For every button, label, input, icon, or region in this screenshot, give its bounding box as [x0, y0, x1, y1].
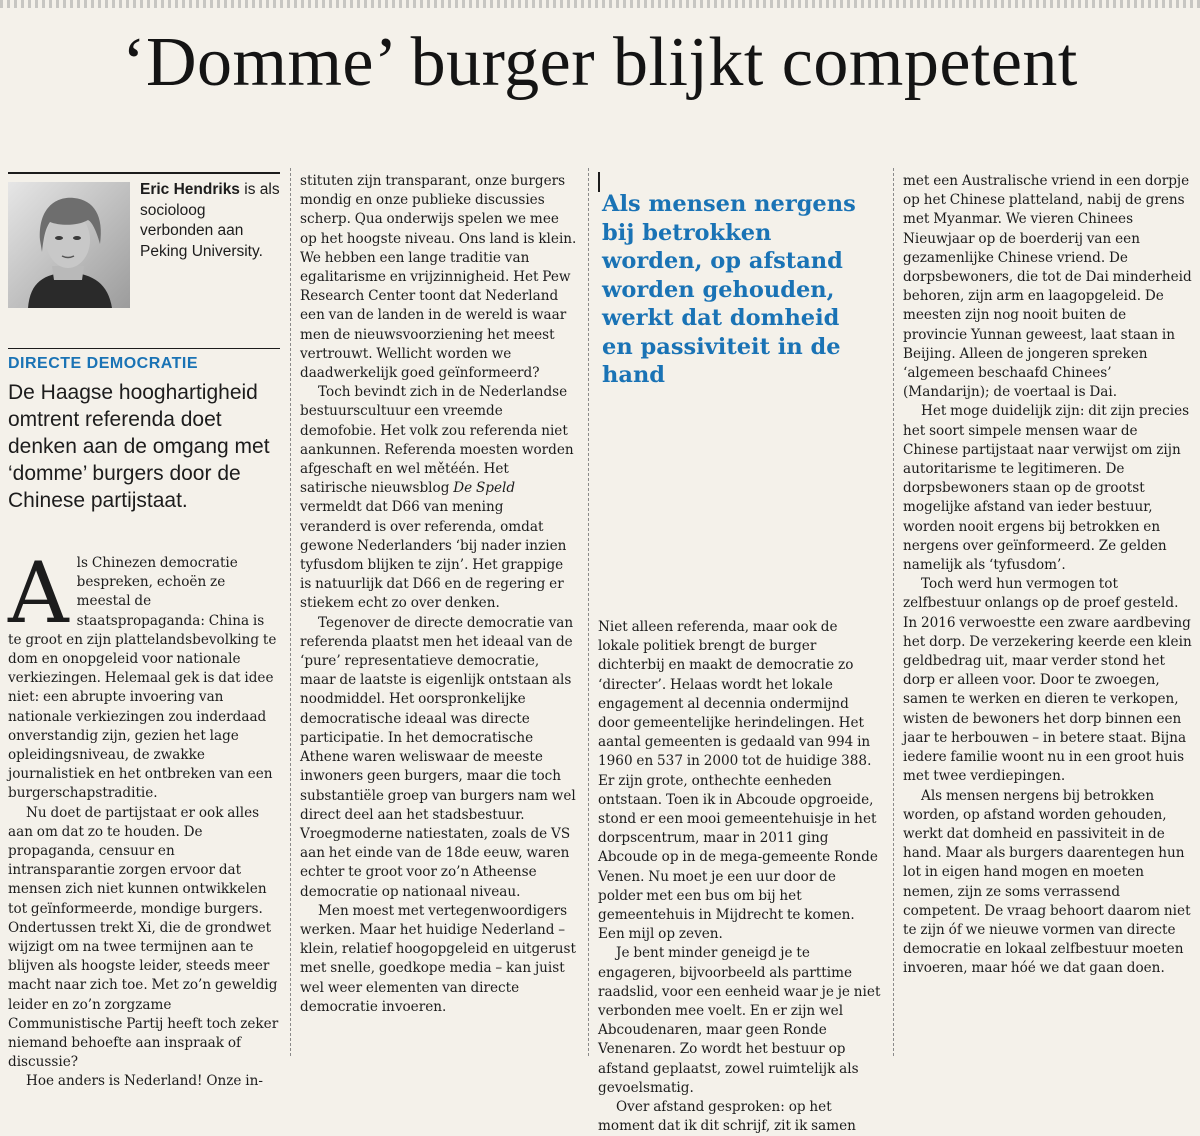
paragraph: Hoe anders is Nederland! Onze in-: [26, 1073, 263, 1090]
author-bio-line1: is: [239, 181, 256, 198]
column-2: [300, 172, 578, 1017]
paragraph-part: vermeldt dat D66 van mening veranderd is over referenda, omdat gewone Nederlanders ‘bij nader inzien tyfusdom blijken te zijn’. Het grappige is natuurlijk dat D66 en de regering er stiekem echt zo over denken.: [300, 499, 567, 612]
column-1: [8, 172, 280, 1092]
paragraph: met een Australische vriend in een dorpje op het Chinese platteland, nabij de grens met Myanmar. We vieren Chinees Nieuwjaar op de boerderij van een gezamenlijke Chinese vriend. De dorpsbewoners, die tot de Dai minderheid behoren, zijn arm en laagopgeleid. De meesten zijn nog nooit buiten de provincie Yunnan geweest, laat staan in Beijing. Alleen de jongeren spreken ‘algemeen beschaafd Chinees’ (Mandarijn); de voertaal is Dai.: [903, 173, 1192, 401]
author-bio-line2: als socioloog verbonden aan Peking University.: [140, 181, 280, 260]
paragraph: Tegenover de directe democratie van referenda plaatst men het ideaal van de ‘pure’ representatieve democratie, maar de laatste is eigenlijk ontstaan als noodmiddel. Het oorspronkelijke democratische ideaal was directe participatie. In het democratische Athene waren weliswaar de meeste inwoners geen burgers, maar die toch substantiële groep van burgers nam wel direct deel aan het stadsbestuur. Vroegmoderne natiestaten, zoals de VS aan het einde van de 18de eeuw, waren echter te groot voor zo’n Atheense democratie op nationaal niveau.: [300, 614, 576, 900]
author-name: Eric Hendriks: [140, 181, 240, 198]
paragraph: Als mensen nergens bij betrokken worden, op afstand worden gehouden, werkt dat domheid en passiviteit in de hand. Maar als burgers daarentegen hun lot in eigen hand mogen en moeten nemen, zijn ze soms verrassend competent. De vraag behoort daarom niet te zijn óf we nieuwe vormen van directe democratie en lokaal zelfbestuur moeten invoeren, maar hóé we dat gaan doen.: [903, 787, 1191, 977]
column-rule: [290, 168, 291, 1056]
paragraph: Men moest met vertegenwoordigers werken. Maar het huidige Nederland – klein, relatief hoogopgeleid en uitgerust met snelle, goedkope media – kan juist wel weer elementen van directe democratie invoeren.: [300, 902, 576, 1015]
column-1-body: [8, 544, 280, 1092]
paragraph: stituten zijn transparant, onze burgers mondig en onze publieke discussies scherp. Qua onderwijs spelen we mee op het hoogste niveau. Ons land is klein. We hebben een lange traditie van egalitarisme en vrijzinnigheid. Het Pew Research Center toont dat Nederland een van de landen in de wereld is waar men de nieuwsvoorziening het meest vertrouwt. Wellicht worden we daadwerkelijk goed geïnformeerd?: [300, 173, 577, 382]
section-kicker: DIRECTE DEMOCRATIE: [8, 348, 280, 373]
paragraph-part: Toch bevindt zich in de Nederlandse bestuurscultuur een vreemde demofobie. Het volk zou referenda niet aankunnen. Referenda moesten worden afgeschaft en wel mětéén. Het satirische nieuwsblog: [300, 384, 574, 497]
top-edge-strip: [0, 0, 1200, 8]
author-photo: [8, 182, 130, 308]
column-4: [903, 172, 1193, 979]
paragraph: Niet alleen referenda, maar ook de lokale politiek brengt de burger dichterbij en maakt de democratie zo ‘directer’. Helaas wordt het lokale engagement al decennia ondermijnd door gemeentelijke herindelingen. Het aantal gemeenten is gedaald van 994 in 1960 en 537 in 2000 tot de huidige 388. Er zijn grote, onthechte eenheden ontstaan. Toen ik in Abcoude opgroeide, stond er een mooi gemeentehuisje in het dorpscentrum, maar in 2011 ging Abcoude op in de mega-gemeente Ronde Venen. Nu moet je een uur door de polder met een bus om bij het gemeentehuis in Mijdrecht te komen. Een mijl op zeven.: [598, 619, 878, 943]
headline: ‘Domme’ burger blijkt competent: [122, 24, 1078, 101]
paragraph: [300, 383, 578, 613]
author-portrait-icon: [8, 182, 130, 308]
column-3: [598, 618, 882, 1136]
paragraph: ls Chinezen democratie bespreken, echoën ze meestal de staatspropaganda: China is te groot en zijn plattelandsbevolking te dom en onopgeleid voor nationale verkiezingen. Helemaal gek is dat idee niet: een abrupte invoering van nationale verkiezingen zou inderdaad onverstandig zijn, gezien het lage opleidingsniveau, de zwakke journalistiek en het ontbreken van een burgerschapstraditie.: [8, 555, 277, 802]
author-bio: [140, 180, 280, 262]
author-box: [8, 172, 280, 322]
pull-quote: Als mensen nergens bij betrokken worden, op afstand worden gehouden, werkt dat domheid en passiviteit in de hand: [602, 191, 856, 388]
quote-marker: [598, 172, 600, 192]
article-intro: De Haagse hooghartigheid omtrent referenda doet denken aan de omgang met ‘domme’ burgers door de Chinese partijstaat.: [8, 381, 270, 512]
drop-cap: A: [8, 544, 69, 642]
column-rule: [588, 168, 589, 1056]
column-rule: [893, 168, 894, 1056]
paragraph: Over afstand gesproken: op het moment dat ik dit schrijf, zit ik samen: [598, 1099, 856, 1135]
italic-title: De Speld: [453, 480, 516, 497]
paragraph: Nu doet de partijstaat er ook alles aan om dat zo te houden. De propaganda, censuur en intransparantie zorgen ervoor dat mensen zich niet kunnen ontwikkelen tot geïnformeerde, mondige burgers. Ondertussen trekt Xi, die de grondwet wijzigt om na twee termijnen aan te blijven als hoogste leider, steeds meer macht naar zich toe. Met zo’n geweldig leider en zo’n zorgzame Communistische Partij heeft toch zeker niemand behoefte aan inspraak of discussie?: [8, 804, 279, 1071]
paragraph: Het moge duidelijk zijn: dit zijn precies het soort simpele mensen waar de Chinese partijstaat naar verwijst om zijn autoritarisme te legitimeren. De dorpsbewoners staan op de grootst mogelijke afstand van ieder bestuur, worden nooit ergens bij betrokken en nergens over geïnformeerd. Ze gelden namelijk als ‘tyfusdom’.: [903, 403, 1190, 574]
paragraph: Toch werd hun vermogen tot zelfbestuur onlangs op de proef gesteld. In 2016 verwoestte een zware aardbeving het dorp. De verzekering keerde een klein geldbedrag uit, maar verder stond het dorp er alleen voor. Door te zwoegen, samen te werken en dieren te verkopen, wisten de bewoners het dorp binnen een jaar te herbouwen – in betere staat. Bijna iedere familie woont nu in een groot huis met twee verdiepingen.: [903, 576, 1192, 785]
paragraph: Je bent minder geneigd je te engageren, bijvoorbeeld als parttime raadslid, voor een eenheid waar je je niet verbonden mee voelt. En er zijn wel Abcoudenaren, maar geen Ronde Venenaren. Zo wordt het bestuur op afstand geplaatst, zowel ruimtelijk als gevoelsmatig.: [598, 945, 881, 1096]
